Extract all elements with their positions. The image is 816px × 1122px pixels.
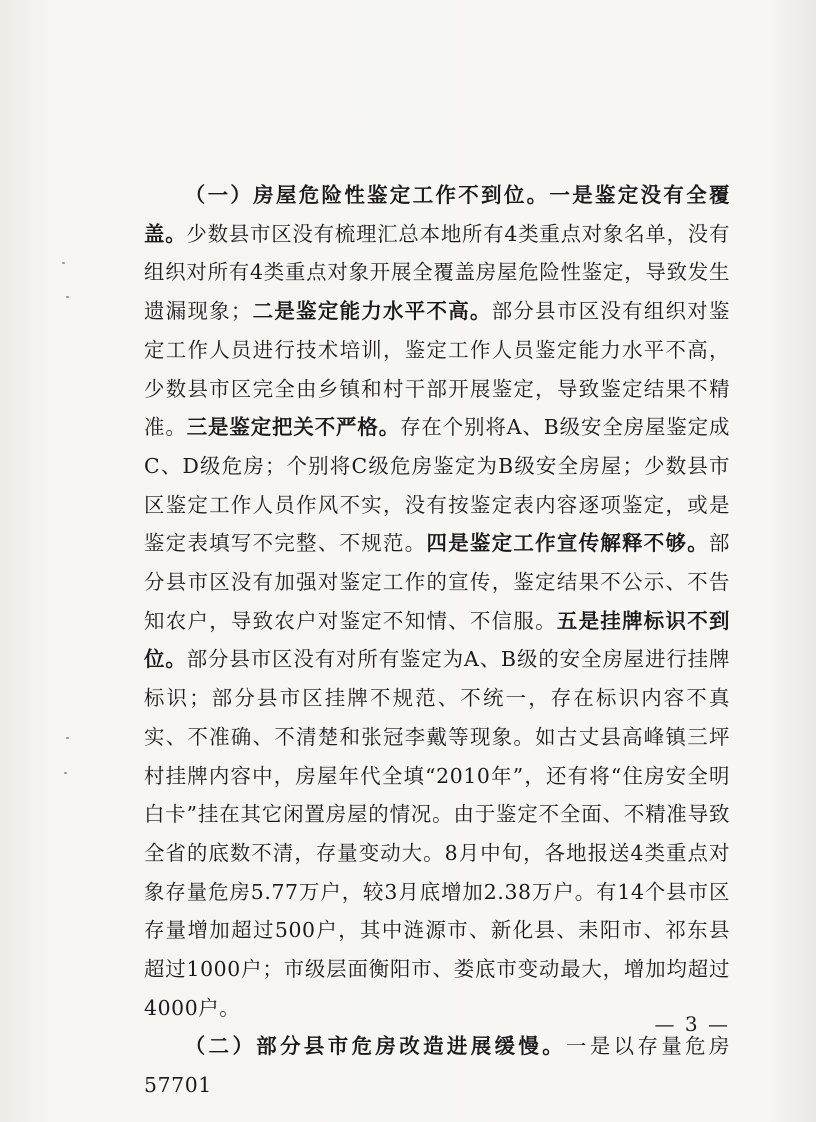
body-text-segment: 存在个别将A、B级安全房屋鉴定成C、D级危房；个别将C级危房鉴定为B级安全房屋；少数县市区鉴定工作人员作风不实，没有按鉴定表内容逐项鉴定，或是鉴定表填写不完整、不规范。 xyxy=(144,415,731,556)
paragraph xyxy=(144,176,730,1027)
body-text-segment: 部分县市区没有加强对鉴定工作的宣传，鉴定结果不公示、不告知农户，导致农户对鉴定不知情、不信服。 xyxy=(144,531,730,633)
scan-speck xyxy=(66,296,69,298)
body-text-segment: 一是以存量危房57701 xyxy=(144,1034,730,1098)
body-text-segment: 部分县市区没有组织对鉴定工作人员进行技术培训，鉴定工作人员鉴定能力水平不高，少数县市区完全由乡镇和村干部开展鉴定，导致鉴定结果不精准。 xyxy=(144,299,730,440)
body-text-segment: 部分县市区没有对所有鉴定为A、B级的安全房屋进行挂牌标识；部分县市区挂牌不规范、不统一，存在标识内容不真实、不准确、不清楚和张冠李戴等现象。如古丈县高峰镇三坪村挂牌内容中，房屋年代全填“2010年”，还有将“住房安全明白卡”挂在其它闲置房屋的情况。由于鉴定不全面、不精准导致全省的底数不清，存量变动大。8月中旬，各地报送4类重点对象存量危房5.77万户，较3月底增加2.38万户。有14个县市区存量增加超过500户，其中涟源市、新化县、耒阳市、祁东县超过1000户；市级层面衡阳市、娄底市变动最大，增加均超过4000户。 xyxy=(144,647,731,1020)
scan-speck xyxy=(64,772,67,774)
bold-heading-text: 二是鉴定能力水平不高。 xyxy=(251,299,492,324)
document-body xyxy=(144,176,730,1105)
scan-speck xyxy=(66,737,69,739)
paragraph xyxy=(144,1027,730,1104)
bold-heading-text: （二）部分县市危房改造进展缓慢。 xyxy=(184,1034,567,1059)
page-number: — 3 — xyxy=(654,1012,730,1036)
bold-heading-text: （一）房屋危险性鉴定工作不到位。 xyxy=(184,183,550,207)
scan-speck xyxy=(62,262,65,264)
bold-heading-text: 三是鉴定把关不严格。 xyxy=(186,415,401,440)
bold-heading-text: 一是鉴定没有全覆盖。 xyxy=(144,183,730,246)
bold-heading-text: 五是挂牌标识不到位。 xyxy=(144,608,730,672)
bold-heading-text: 四是鉴定工作宣传解释不够。 xyxy=(426,531,709,556)
body-text-segment: 少数县市区没有梳理汇总本地所有4类重点对象名单，没有组织对所有4类重点对象开展全覆盖房屋危险性鉴定，导致发生遗漏现象； xyxy=(144,221,730,324)
